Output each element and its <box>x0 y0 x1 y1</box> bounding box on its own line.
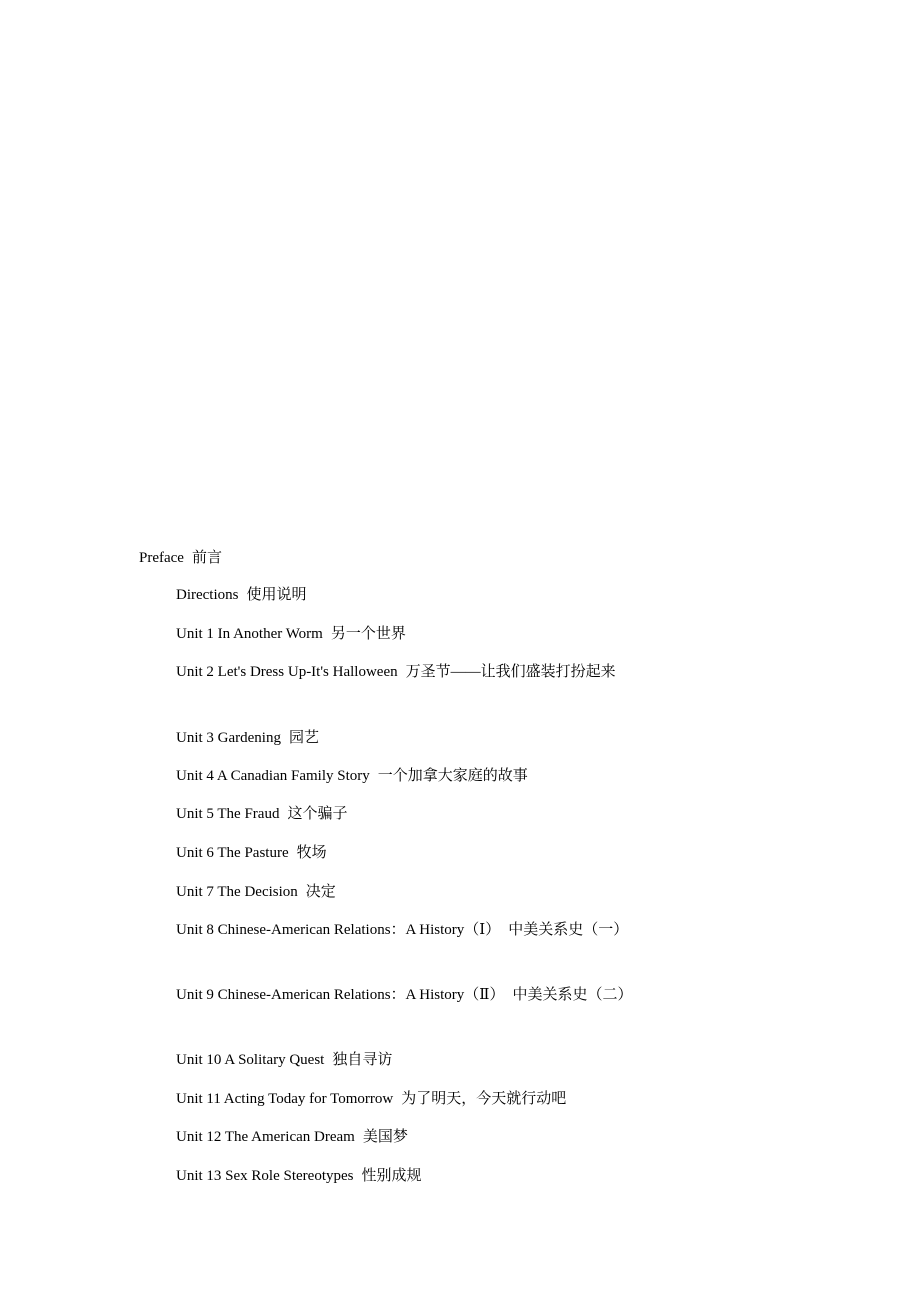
toc-entry-zh: 美国梦 <box>362 1129 408 1145</box>
toc-entry-unit-4 <box>176 767 528 785</box>
toc-entry-unit-12 <box>176 1128 408 1146</box>
toc-entry-en: Unit 13 Sex Role Stereotypes <box>176 1168 354 1184</box>
toc-entry-en: Unit 3 Gardening <box>176 730 281 746</box>
toc-entry-unit-7 <box>176 883 336 901</box>
toc-entry-unit-5 <box>176 805 347 823</box>
toc-entry-zh: 另一个世界 <box>330 626 406 642</box>
toc-entry-en: Directions <box>176 587 239 603</box>
toc-entry-en: Unit 7 The Decision <box>176 884 298 900</box>
toc-entry-en: Unit 1 In Another Worm <box>176 626 323 642</box>
toc-entry-unit-2 <box>176 663 616 681</box>
toc-preface-en: Preface <box>139 550 184 566</box>
toc-entry-zh: 这个骗子 <box>287 806 348 822</box>
toc-entry-zh: 决定 <box>305 884 336 900</box>
toc-entry-en: Unit 6 The Pasture <box>176 845 289 861</box>
toc-entry-zh: 性别成规 <box>361 1168 422 1184</box>
toc-entry-zh: 一个加拿大家庭的故事 <box>377 768 528 784</box>
toc-preface <box>139 549 222 567</box>
toc-entry-zh: 牧场 <box>296 845 327 861</box>
toc-entry-zh: 万圣节——让我们盛装打扮起来 <box>405 664 616 680</box>
toc-preface-zh: 前言 <box>191 550 222 566</box>
toc-entry-en: Unit 5 The Fraud <box>176 806 280 822</box>
toc-entry-unit-11 <box>176 1090 566 1108</box>
toc-entry-unit-3 <box>176 729 319 747</box>
toc-entry-en: Unit 8 Chinese-American Relations：A History（Ⅰ） <box>176 922 501 938</box>
toc-entry-unit-8 <box>176 921 628 939</box>
toc-entry-en: Unit 2 Let's Dress Up-It's Halloween <box>176 664 398 680</box>
toc-entry-zh: 中美关系史（一） <box>508 922 629 938</box>
toc-entry-directions <box>176 586 307 604</box>
toc-entry-zh: 园艺 <box>288 730 319 746</box>
toc-entry-en: Unit 11 Acting Today for Tomorrow <box>176 1091 394 1107</box>
toc-entry-zh: 中美关系史（二） <box>512 987 633 1003</box>
toc-entry-en: Unit 9 Chinese-American Relations：A History（Ⅱ） <box>176 987 505 1003</box>
toc-entry-unit-1 <box>176 625 406 643</box>
toc-entry-en: Unit 10 A Solitary Quest <box>176 1052 325 1068</box>
toc-entry-zh: 使用说明 <box>246 587 307 603</box>
toc-entry-unit-13 <box>176 1167 422 1185</box>
toc-entry-unit-9 <box>176 986 633 1004</box>
toc-entry-unit-6 <box>176 844 327 862</box>
toc-entry-unit-10 <box>176 1051 392 1069</box>
toc-entry-zh: 为了明天，今天就行动吧 <box>401 1091 567 1107</box>
toc-entry-en: Unit 12 The American Dream <box>176 1129 355 1145</box>
toc-entry-zh: 独自寻访 <box>332 1052 393 1068</box>
toc-entry-en: Unit 4 A Canadian Family Story <box>176 768 370 784</box>
